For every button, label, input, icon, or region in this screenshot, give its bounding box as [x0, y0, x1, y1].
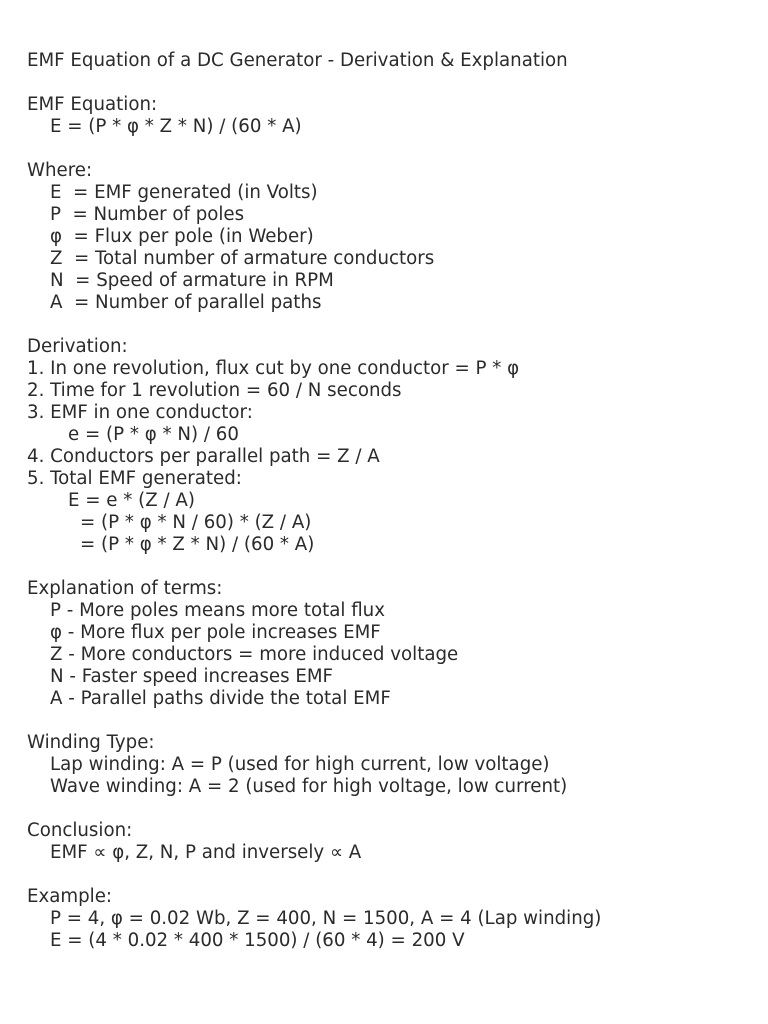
- conclusion-text: EMF ∝ φ, Z, N, P and inversely ∝ A: [50, 842, 362, 863]
- derivation-step: 2. Time for 1 revolution = 60 / N seconds: [27, 380, 402, 401]
- where-item: E = EMF generated (in Volts): [50, 182, 318, 203]
- terms-heading: Explanation of terms:: [27, 578, 223, 599]
- example-heading: Example:: [27, 886, 113, 907]
- where-item: Z = Total number of armature conductors: [50, 248, 435, 269]
- winding-item: Lap winding: A = P (used for high current, low voltage): [50, 754, 550, 775]
- derivation-step: 1. In one revolution, flux cut by one conductor = P * φ: [27, 358, 520, 379]
- where-heading: Where:: [27, 160, 93, 181]
- document-title: EMF Equation of a DC Generator - Derivation & Explanation: [27, 50, 568, 71]
- winding-item: Wave winding: A = 2 (used for high voltage, low current): [50, 776, 568, 797]
- where-item: φ = Flux per pole (in Weber): [50, 226, 314, 247]
- derivation-step: 3. EMF in one conductor:: [27, 402, 253, 423]
- conclusion-heading: Conclusion:: [27, 820, 133, 841]
- derivation-formula: E = e * (Z / A): [68, 490, 195, 511]
- where-item: N = Speed of armature in RPM: [50, 270, 334, 291]
- where-item: P = Number of poles: [50, 204, 245, 225]
- term-item: A - Parallel paths divide the total EMF: [50, 688, 391, 709]
- term-item: Z - More conductors = more induced voltage: [50, 644, 459, 665]
- where-item: A = Number of parallel paths: [50, 292, 322, 313]
- derivation-formula: = (P * φ * N / 60) * (Z / A): [80, 512, 312, 533]
- derivation-step: 5. Total EMF generated:: [27, 468, 242, 489]
- equation-heading: EMF Equation:: [27, 94, 158, 115]
- term-item: N - Faster speed increases EMF: [50, 666, 334, 687]
- example-given: P = 4, φ = 0.02 Wb, Z = 400, N = 1500, A = 4 (Lap winding): [50, 908, 602, 929]
- example-result: E = (4 * 0.02 * 400 * 1500) / (60 * 4) = 200 V: [50, 930, 465, 951]
- term-item: P - More poles means more total flux: [50, 600, 385, 621]
- derivation-formula: e = (P * φ * N) / 60: [68, 424, 239, 445]
- document-page: [27, 50, 757, 952]
- winding-heading: Winding Type:: [27, 732, 155, 753]
- term-item: φ - More flux per pole increases EMF: [50, 622, 381, 643]
- derivation-formula: = (P * φ * Z * N) / (60 * A): [80, 534, 315, 555]
- emf-formula: E = (P * φ * Z * N) / (60 * A): [50, 116, 302, 137]
- derivation-heading: Derivation:: [27, 336, 128, 357]
- derivation-step: 4. Conductors per parallel path = Z / A: [27, 446, 380, 467]
